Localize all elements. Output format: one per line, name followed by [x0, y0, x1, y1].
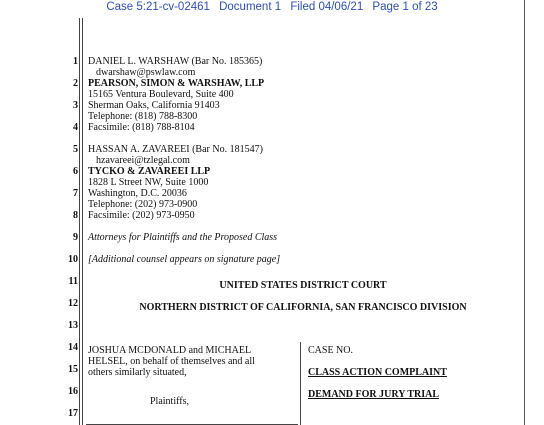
line-number: 13 [68, 320, 78, 331]
line-number: 3 [73, 100, 78, 111]
attorney-email: hzavareei@tzlegal.com [96, 155, 190, 166]
attorney-email: dwarshaw@pswlaw.com [96, 67, 196, 78]
line-number: 14 [68, 342, 78, 353]
line-number: 12 [68, 298, 78, 309]
line-number: 17 [68, 408, 78, 419]
firm-facsimile: Facsimile: (818) 788-8104 [88, 122, 195, 133]
left-margin-rule-inner [82, 18, 83, 425]
line-number: 9 [73, 232, 78, 243]
district-name: NORTHERN DISTRICT OF CALIFORNIA, SAN FRANCISCO DIVISION [139, 302, 467, 313]
right-margin-rule [524, 0, 525, 425]
jury-demand-title: DEMAND FOR JURY TRIAL [308, 389, 440, 400]
law-firm-name: TYCKO & ZAVAREEI LLP [88, 166, 211, 177]
plaintiffs-label: Plaintiffs, [150, 396, 189, 407]
case-number: Case 5:21-cv-02461 [106, 1, 210, 13]
line-number: 16 [68, 386, 78, 397]
attorneys-for-line: Attorneys for Plaintiffs and the Proposed Class [88, 232, 278, 243]
firm-facsimile: Facsimile: (202) 973-0950 [88, 210, 195, 221]
line-number: 5 [73, 144, 78, 155]
line-number: 1 [73, 56, 78, 67]
page-indicator: Page 1 of 23 [372, 1, 438, 13]
line-number: 8 [73, 210, 78, 221]
case-no-label: CASE NO. [308, 345, 354, 356]
line-number: 6 [73, 166, 78, 177]
filed-date: Filed 04/06/21 [290, 1, 364, 13]
line-number: 4 [73, 122, 78, 133]
line-number: 15 [68, 364, 78, 375]
law-firm-name: PEARSON, SIMON & WARSHAW, LLP [88, 78, 265, 89]
parties-line: HELSEL, on behalf of themselves and all [88, 356, 255, 367]
court-name: UNITED STATES DISTRICT COURT [219, 280, 387, 291]
firm-address-line2: Washington, D.C. 20036 [88, 188, 187, 199]
firm-address-line1: 1828 L Street NW, Suite 1000 [88, 177, 209, 188]
firm-telephone: Telephone: (818) 788-8300 [88, 111, 198, 122]
filing-header [0, 0, 544, 18]
left-margin-rule [79, 18, 80, 425]
line-number: 7 [73, 188, 78, 199]
complaint-title: CLASS ACTION COMPLAINT [308, 367, 447, 378]
parties-line: JOSHUA MCDONALD and MICHAEL [88, 345, 252, 356]
line-number: 2 [73, 78, 78, 89]
additional-counsel-note: [Additional counsel appears on signature page] [88, 254, 281, 265]
attorney-name: HASSAN A. ZAVAREEI (Bar No. 181547) [88, 144, 263, 155]
caption-divider [300, 342, 301, 425]
firm-address-line2: Sherman Oaks, California 91403 [88, 100, 220, 111]
line-number: 10 [68, 254, 78, 265]
line-number: 11 [68, 276, 78, 287]
parties-line: others similarly situated, [88, 367, 187, 378]
document-number: Document 1 [219, 1, 282, 13]
firm-telephone: Telephone: (202) 973-0900 [88, 199, 198, 210]
attorney-name: DANIEL L. WARSHAW (Bar No. 185365) [88, 56, 263, 67]
firm-address-line1: 15165 Ventura Boulevard, Suite 400 [88, 89, 234, 100]
